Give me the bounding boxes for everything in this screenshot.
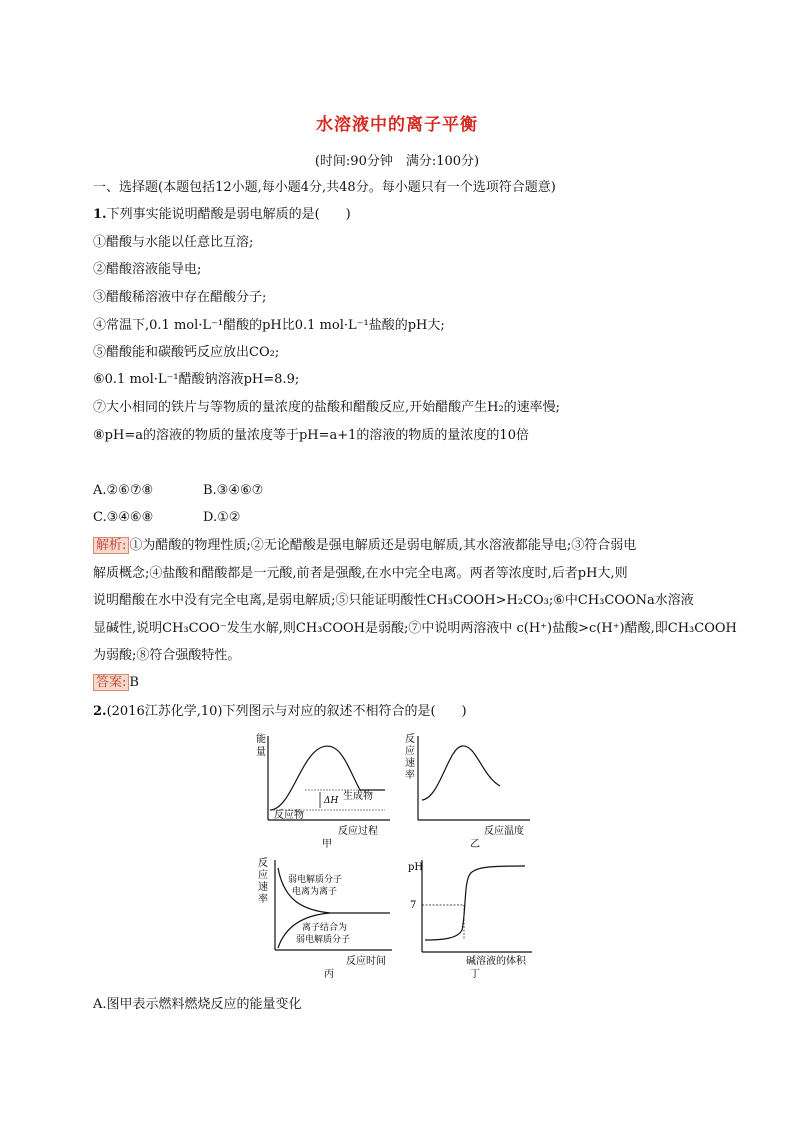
- figure-ding: [400, 852, 540, 982]
- answer-tag: 答案:: [93, 674, 129, 691]
- figure-caption: 甲: [322, 839, 332, 850]
- option-b: B.③④⑥⑦: [203, 483, 264, 498]
- question-number: 1.: [93, 207, 107, 222]
- curve-label: 弱电解质分子: [296, 935, 351, 945]
- question-number: 2.: [93, 704, 107, 719]
- curve-label: 离子结合为: [302, 923, 348, 933]
- exam-info: (时间:90分钟 满分:100分): [314, 154, 480, 169]
- axis-label: 应: [258, 870, 268, 881]
- delta-h-label: ΔH: [324, 796, 339, 806]
- axis-label: 应: [405, 746, 415, 757]
- reactant-label: 反应物: [274, 810, 304, 821]
- q1-item-3: ③醋酸稀溶液中存在醋酸分子;: [93, 290, 267, 305]
- q2-option-a: A.图甲表示燃料燃烧反应的能量变化: [93, 997, 302, 1012]
- tick-label: 7: [410, 900, 417, 911]
- analysis-line-1: 解析: ①为醋酸的物理性质;②无论醋酸是强电解质还是弱电解质,其水溶液都能导电;③符合弱电: [93, 536, 636, 556]
- option-d: D.①②: [203, 510, 241, 525]
- analysis-line-2: 解质概念;④盐酸和醋酸都是一元酸,前者是强酸,在水中完全电离。两者等浓度时,后者pH大,则: [93, 566, 628, 581]
- product-label: 生成物: [343, 791, 373, 802]
- q1-item-7: ⑦大小相同的铁片与等物质的量浓度的盐酸和醋酸反应,开始醋酸产生H₂的速率慢;: [93, 400, 561, 415]
- q1-item-6: ⑥0.1 mol·L⁻¹醋酸钠溶液pH=8.9;: [93, 372, 300, 387]
- axis-label: 速: [405, 758, 415, 769]
- question-text: 下列事实能说明醋酸是弱电解质的是( ): [106, 207, 351, 222]
- axis-label: 速: [258, 882, 268, 893]
- figure-jia: [250, 728, 400, 850]
- axis-label: 量: [256, 747, 266, 758]
- q1-item-4: ④常温下,0.1 mol·L⁻¹醋酸的pH比0.1 mol·L⁻¹盐酸的pH大;: [93, 318, 445, 333]
- axis-label: 能: [256, 734, 266, 745]
- question-2-stem: [93, 702, 467, 722]
- axis-label: 碱溶液的体积: [466, 956, 526, 967]
- analysis-line-3: 说明醋酸在水中没有完全电离,是弱电解质;⑤只能证明酸性CH₃COOH>H₂CO₃;⑥中CH₃COONa水溶液: [93, 593, 694, 608]
- axis-label: 反应温度: [484, 826, 524, 837]
- q1-item-2: ②醋酸溶液能导电;: [93, 262, 202, 277]
- axis-label: 反: [405, 734, 415, 745]
- option-a: A.②⑥⑦⑧: [93, 483, 154, 498]
- answer-line: [93, 673, 139, 693]
- analysis-tag: 解析:: [93, 537, 129, 554]
- figure-caption: 乙: [470, 839, 480, 850]
- option-c: C.③④⑥⑧: [93, 510, 154, 525]
- axis-label: 反: [258, 858, 268, 869]
- q1-item-5: ⑤醋酸能和碳酸钙反应放出CO₂;: [93, 345, 280, 360]
- axis-label: 率: [258, 894, 268, 905]
- figure-yi: [400, 728, 540, 850]
- question-1-stem: [93, 205, 351, 225]
- page-title: 水溶液中的离子平衡: [316, 115, 478, 135]
- axis-label: 反应时间: [346, 956, 386, 967]
- figure-caption: 丁: [470, 969, 480, 980]
- axis-label: pH: [408, 862, 424, 873]
- q1-item-8: ⑧pH=a的溶液的物质的量浓度等于pH=a+1的溶液的物质的量浓度的10倍: [93, 428, 529, 443]
- titration-curve: [425, 866, 525, 940]
- q1-item-1: ①醋酸与水能以任意比互溶;: [93, 235, 254, 250]
- figure-bing: [250, 852, 400, 982]
- rate-curve: [422, 746, 500, 800]
- curve-label: 弱电解质分子: [288, 875, 343, 885]
- analysis-line-4: 显碱性,说明CH₃COO⁻发生水解,则CH₃COOH是弱酸;⑦中说明两溶液中 c(H⁺)盐酸>c(H⁺)醋酸,即CH₃COOH: [93, 621, 737, 636]
- section-heading: 一、选择题(本题包括12小题,每小题4分,共48分。每小题只有一个选项符合题意): [93, 180, 556, 195]
- axis-label: 率: [405, 770, 415, 781]
- question-text: (2016江苏化学,10)下列图示与对应的叙述不相符合的是( ): [106, 704, 467, 719]
- curve-label: 电离为离子: [292, 887, 338, 897]
- answer-value: B: [129, 675, 139, 690]
- figure-caption: 丙: [324, 969, 334, 980]
- analysis-line-5: 为弱酸;⑧符合强酸特性。: [93, 648, 241, 663]
- axis-label: 反应过程: [338, 826, 378, 837]
